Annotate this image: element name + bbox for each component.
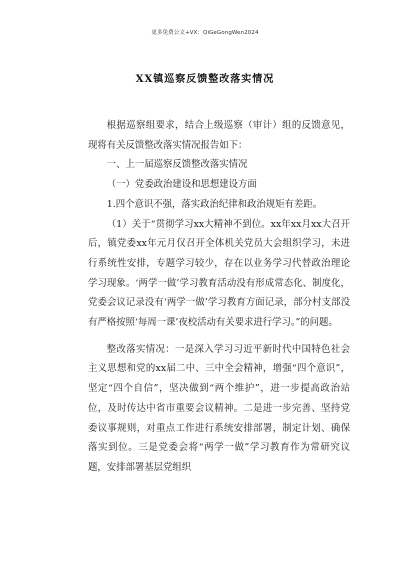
subsection-heading-1: （一）党委政治建设和思想建设方面 — [106, 179, 257, 191]
document-body — [88, 116, 350, 478]
header-note: 更多免费公文+VX：QiGeGongWen2024 — [151, 30, 259, 36]
section-heading-1: 一、上一届巡察反馈整改落实情况 — [106, 159, 248, 171]
issue-paragraph-1: （1）关于“贯彻学习xx大精神不到位。xx年xx月xx大召开后，镇党委xx年元月仅召开全体机关党员大会组织学习，未进行系统性安排，专题学习较少，存在以业务学习代替政治理论学习现象。‘两学一做’学习教育活动没有形成常态化、制度化，党委会议记录没有‘两学一做’学习教育方面记录，部分村支部没有严格按照‘每周一课’夜校活动有关要求进行学习。”的问题。 — [88, 218, 350, 329]
rectification-paragraph: 整改落实情况：一是深入学习习近平新时代中国特色社会主义思想和党的xx届二中、三中全会精神，增强“四个意识”，坚定“四个自信”，坚决做到“两个维护”，进一步提高政治站位，及时传达中省市重要会议精神。二是进一步完善、坚持党委议事规则，对重点工作进行系统安排部署，制定计划、确保落实到位。三是党委会将“两学一做”学习教育作为常研究议题，安排部署基层党组织 — [88, 343, 350, 473]
intro-paragraph: 根据巡察组要求，结合上级巡察（审计）组的反馈意见，现将有关反馈整改落实情况报告如下： — [88, 120, 350, 151]
item-heading-1: 1.四个意识不强，落实政治纪律和政治规矩有差距。 — [106, 198, 322, 210]
document-title: XX镇巡察反馈整改落实情况 — [135, 74, 275, 85]
